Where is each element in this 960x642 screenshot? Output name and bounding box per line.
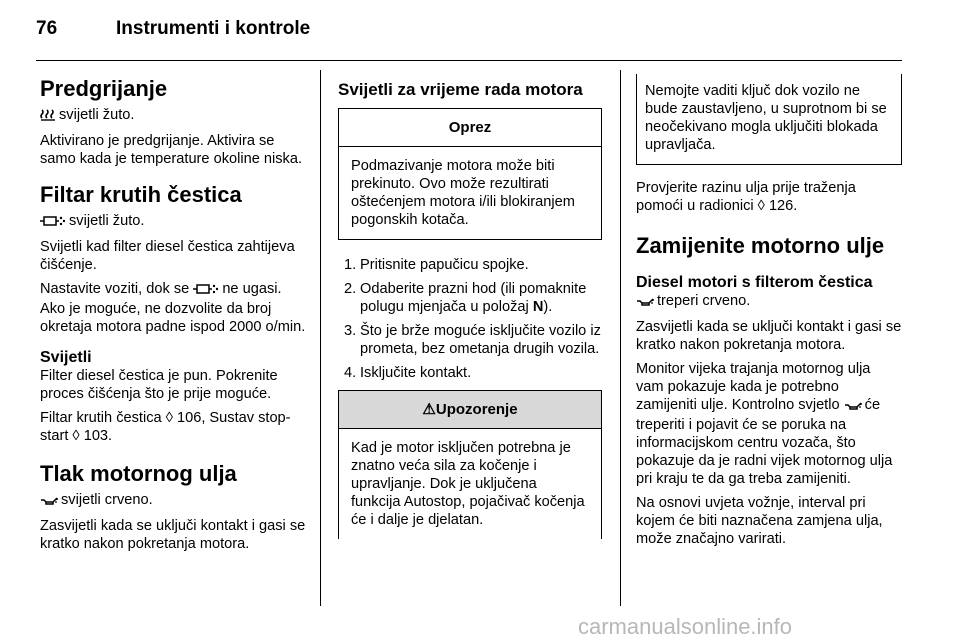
section-title-particle-filter: Filtar krutih čestica [40, 182, 242, 207]
left-column [40, 76, 308, 559]
header-rule [36, 60, 902, 61]
preheating-lamp-text: svijetli žuto. [59, 107, 135, 123]
section-title-oil-change: Zamijenite motorno ulje [636, 233, 885, 258]
section-title-oil-pressure: Tlak motornog ulja [40, 461, 237, 486]
particle-filter-lamp-line [40, 212, 308, 232]
preheating-paragraph: Aktivirano je predgrijanje. Aktivira se samo kada je temperature okoline niska. [40, 133, 303, 167]
list-item: 4. Isključite kontakt. [344, 365, 472, 381]
particle-filter-paragraph-3: Filter diesel čestica je pun. Pokrenite proces čišćenja što je prije moguće. [40, 368, 278, 402]
watermark: carmanualsonline.info [578, 614, 793, 639]
column-divider-right [620, 70, 621, 606]
particle-filter-p2-start: Nastavite voziti, dok se [40, 281, 190, 297]
oil-pressure-icon [844, 398, 862, 416]
oil-pressure-lamp-text: svijetli crveno. [61, 492, 153, 508]
list-item: 3. Što je brže moguće isključite vozilo iz prometa, bez ometanja drugih vozila. [344, 323, 601, 357]
oil-change-paragraph-3: Na osnovi uvjeta vožnje, interval pri kojem će biti naznačena zamjena ulja, može značajno varirati. [636, 495, 883, 547]
caution-box [338, 108, 602, 240]
section-title-preheating: Predgrijanje [40, 76, 168, 101]
oil-pressure-icon [40, 493, 58, 511]
middle-heading: Svijetli za vrijeme rada motora [338, 80, 583, 99]
right-column [636, 74, 902, 554]
oil-pressure-lamp-line [40, 491, 308, 511]
running-title: Instrumenti i kontrole [116, 18, 311, 39]
list-item: 1. Pritisnite papučicu spojke. [344, 257, 529, 273]
particle-filter-icon [193, 282, 219, 300]
subheading-svijetli: Svijetli [40, 349, 92, 366]
oil-change-lamp-text: treperi crveno. [657, 293, 751, 309]
warning-header [339, 391, 601, 429]
list-item: 2. Odaberite prazni hod (ili pomaknite polugu mjenjača u položaj N). [344, 281, 587, 315]
column-divider-left [320, 70, 321, 606]
page-number: 76 [36, 18, 58, 39]
oil-change-lamp-line [636, 292, 902, 312]
caution-text: Podmazivanje motora može biti prekinuto. Ovo može rezultirati oštećenjem motora i/ili blokiranjem pogonskih kotača. [351, 158, 575, 228]
oil-level-paragraph: Provjerite razinu ulja prije traženja pomoći u radionici ◊ 126. [636, 180, 856, 214]
steps-list [338, 256, 602, 382]
warning-title: Upozorenje [435, 401, 518, 418]
oil-pressure-icon [636, 294, 654, 312]
particle-filter-references: Filtar krutih čestica ◊ 106, Sustav stop-start ◊ 103. [40, 410, 291, 444]
oil-change-paragraph-1: Zasvijetli kada se uključi kontakt i gasi se kratko nakon pokretanja motora. [636, 319, 902, 353]
particle-filter-p2-end: ne ugasi. Ako je moguće, ne dozvolite da broj okretaja motora padne ispod 2000 o/min. [40, 281, 306, 335]
particle-filter-lamp-text: svijetli žuto. [69, 213, 145, 229]
glow-plug-icon [40, 108, 56, 126]
caution-title: Oprez [339, 109, 601, 147]
notice-box [636, 74, 902, 165]
oil-change-paragraph-2: Monitor vijeka trajanja motornog ulja vam pokazuje kada je potrebno zamijeniti ulje. Kontrolno svjetlo će treperiti i pojavit će se poruka na informacijskom centru vozača, što pokazuje da je radni vijek motornog ulja pri kraju te da ga treba zamijeniti. [636, 361, 893, 487]
warning-text: Kad je motor isključen potrebna je znatno veća sila za kočenje i upravljanje. Dok je uključena funkcija Autostop, pojačivač kočenja će i dalje je djelatan. [351, 440, 585, 528]
notice-text: Nemojte vaditi ključ dok vozilo ne bude zaustavljeno, u suprotnom bi se neočekivano mogla uključiti blokada upravljača. [645, 83, 887, 153]
subheading-diesel: Diesel motori s filterom čestica [636, 274, 873, 291]
preheating-lamp-line [40, 106, 308, 126]
oil-pressure-paragraph: Zasvijetli kada se uključi kontakt i gasi se kratko nakon pokretanja motora. [40, 518, 306, 552]
particle-filter-paragraph-2 [40, 280, 308, 336]
middle-column [338, 80, 602, 539]
warning-box [338, 390, 602, 539]
particle-filter-icon [40, 214, 66, 232]
warning-triangle-icon: ⚠ [422, 401, 436, 418]
particle-filter-paragraph-1: Svijetli kad filter diesel čestica zahtijeva čišćenje. [40, 239, 295, 273]
